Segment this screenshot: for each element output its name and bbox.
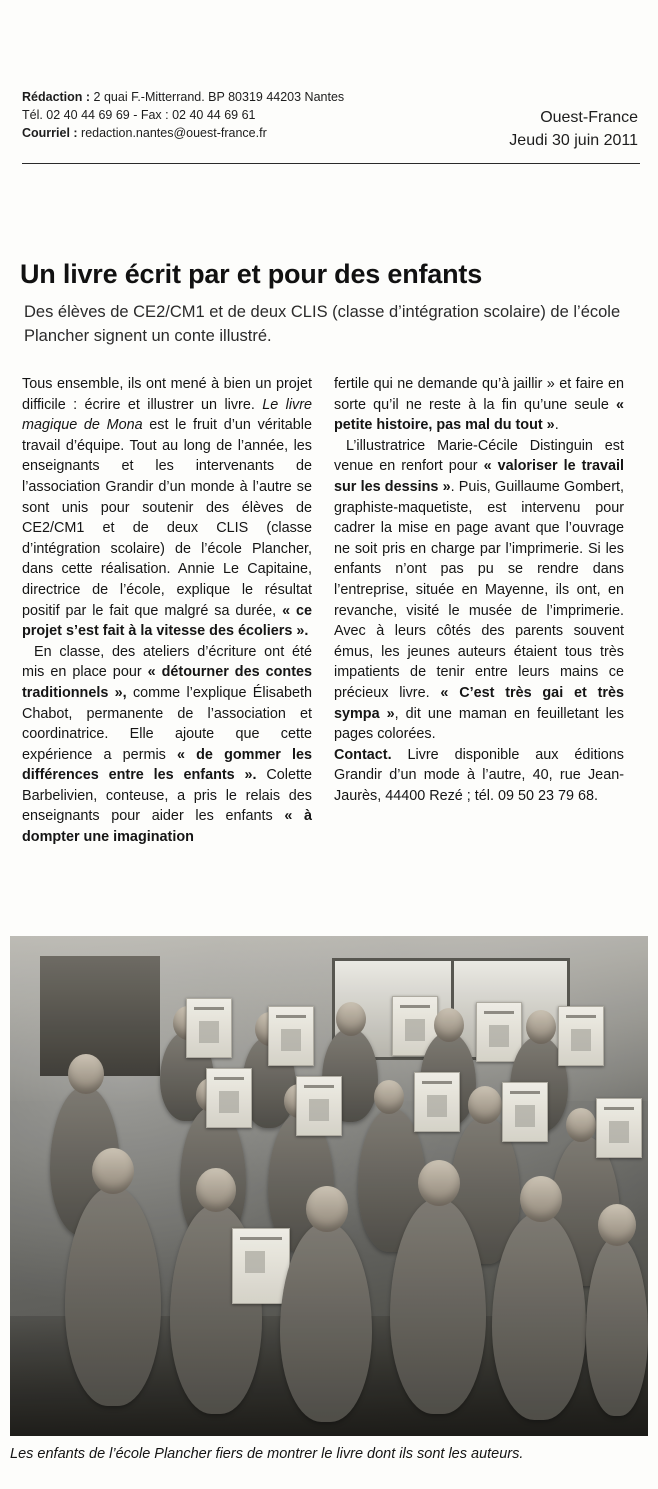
text-run: comme l’explique Élisabeth Chabot, permanente de l’association et coordinatrice. Elle ajoute que cette expérience a permis — [22, 684, 312, 763]
photo-person-head — [336, 1002, 366, 1036]
photo-person-head — [526, 1010, 556, 1044]
contact-paragraph — [334, 745, 624, 807]
text-run: fertile qui ne demande qu’à jaillir » et faire en sorte qu’il ne reste à la fin qu’une seule — [334, 376, 624, 413]
photo-book — [232, 1228, 290, 1304]
article-photo — [10, 936, 648, 1436]
text-run: En classe, des ateliers d’écriture ont été mis en place pour — [22, 643, 312, 681]
photo-person-head — [520, 1176, 562, 1222]
photo-person-head — [306, 1186, 348, 1232]
paper-name: Ouest-France — [540, 109, 638, 126]
masthead-contact-block — [22, 88, 344, 142]
photo-book — [414, 1072, 460, 1132]
contact-text: Livre disponible aux éditions Grandir d’un mode à l’autre, 40, rue Jean-Jaurès, 44400 Rezé ; tél. 09 50 23 79 68. — [334, 746, 624, 804]
photo-book — [476, 1002, 522, 1062]
photo-person — [586, 1236, 648, 1416]
photo-book — [558, 1006, 604, 1066]
article-body — [22, 374, 640, 848]
photo-book — [268, 1006, 314, 1066]
photo-person-head — [468, 1086, 502, 1124]
photo-person — [65, 1186, 161, 1406]
photo-person-head — [196, 1168, 236, 1212]
book-title: Le livre magique de Mona — [22, 396, 313, 434]
standfirst: Des élèves de CE2/CM1 et de deux CLIS (classe d’intégration scolaire) de l’école Plancher signent un conte illustré. — [24, 303, 621, 345]
photo-person-head — [598, 1204, 636, 1246]
article-column-left — [22, 374, 312, 848]
photo-book — [186, 998, 232, 1058]
quote-highlight: « C’est très gai et très sympa » — [334, 684, 624, 722]
redaction-line — [22, 88, 344, 106]
courriel-value: redaction.nantes@ouest-france.fr — [77, 126, 267, 140]
photo-book — [502, 1082, 548, 1142]
text-run: Colette Barbelivien, conteuse, a pris le relais des enseignants pour aider les enfants — [22, 767, 312, 825]
redaction-value: 2 quai F.-Mitterrand. BP 80319 44203 Nantes — [90, 90, 345, 104]
courriel-label: Courriel : — [22, 126, 78, 140]
quote-highlight: « ce projet s’est fait à la vitesse des écoliers ». — [22, 602, 312, 640]
photo-person-head — [68, 1054, 104, 1094]
article-column-right — [334, 374, 624, 848]
paragraph — [22, 374, 312, 642]
phone-line: Tél. 02 40 44 69 69 - Fax : 02 40 44 69 61 — [22, 108, 256, 122]
paragraph — [334, 436, 624, 745]
text-run: . — [554, 417, 559, 434]
masthead-title-block — [509, 88, 638, 152]
page-title: Un livre écrit par et pour des enfants — [20, 259, 483, 289]
quote-highlight: « à dompter une imagination — [22, 808, 312, 846]
masthead-divider — [22, 163, 640, 164]
text-run: est le fruit d’un véritable travail d’équipe. Tout au long de l’année, les enseignants et les intervenants de l’association Grandir d’un monde à l’autre se sont unis pour soutenir des élèves de CE2/CM1 et de deux CLIS (classe d’intégration scolaire) de l’école Plancher, dans cette réalisation. Annie Le Capitaine, directrice de l’école, explique le résultat positif par le fait que malgré sa durée, — [22, 417, 312, 619]
text-run: L’illustratrice Marie-Cécile Distinguin est venue en renfort pour — [334, 437, 624, 475]
photo-person-head — [374, 1080, 404, 1114]
quote-highlight: « valoriser le travail sur les dessins » — [334, 458, 624, 495]
courriel-line — [22, 124, 344, 142]
photo-person-head — [566, 1108, 596, 1142]
text-run: . Puis, Guillaume Gombert, graphiste-maquetiste, est intervenu pour cadrer la mise en page avant que l’ouvrage ne soit pris en charge par l’imprimerie. Si les enfants n’ont pas pu se rendre dans l’entreprise, située en Mayenne, ils ont, en revanche, visité le musée de l’imprimerie. Avec à leurs côtés des parents souvent émus, les jeunes auteurs étaient tous très impatients de tenir entre leurs mains ce précieux livre. — [334, 478, 624, 701]
photo-caption: Les enfants de l’école Plancher fiers de montrer le livre dont ils sont les auteurs. — [10, 1446, 524, 1462]
paragraph — [334, 374, 624, 436]
redaction-label: Rédaction : — [22, 90, 91, 104]
photo-book — [596, 1098, 642, 1158]
photo-book — [296, 1076, 342, 1136]
publication-date: Jeudi 30 juin 2011 — [509, 132, 638, 149]
photo-doorway — [40, 956, 160, 1076]
photo-book — [206, 1068, 252, 1128]
contact-label: Contact. — [334, 746, 392, 763]
photo-person — [280, 1222, 372, 1422]
text-run: Tous ensemble, ils ont mené à bien un projet difficile : écrire et illustrer un livre. — [22, 376, 312, 413]
photo-person-head — [92, 1148, 134, 1194]
text-run: , dit une maman en feuilletant les pages colorées. — [334, 705, 625, 743]
masthead — [22, 88, 638, 152]
photo-person-head — [418, 1160, 460, 1206]
paragraph — [22, 642, 312, 848]
quote-highlight: « petite histoire, pas mal du tout » — [334, 396, 624, 434]
photo-person-head — [434, 1008, 464, 1042]
quote-highlight: « détourner des contes traditionnels », — [22, 664, 312, 701]
quote-highlight: « de gommer les différences entre les enfants ». — [22, 746, 312, 784]
